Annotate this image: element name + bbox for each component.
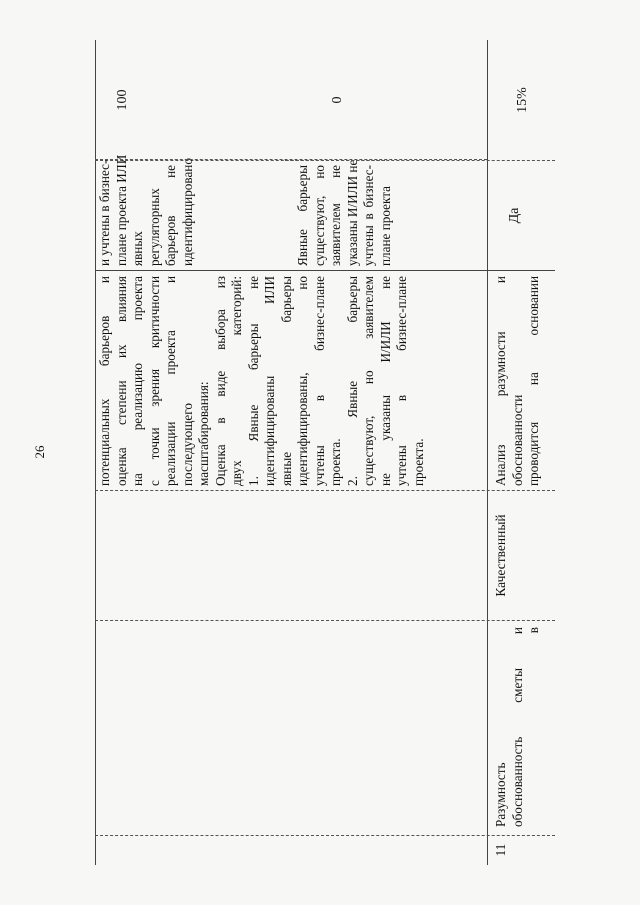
method-column [95, 270, 555, 490]
answer-next-text: Да [507, 207, 522, 224]
method-line: идентифицированы ИЛИ [262, 276, 277, 486]
method-line: масштабирования: [196, 381, 211, 486]
method-next-text [493, 276, 543, 486]
method-line: реализации проекта и [163, 276, 178, 486]
answer2-line: указаны И/ИЛИ не [344, 159, 360, 266]
method-line: оценка степени их влияния [113, 276, 129, 486]
type-text: Качественный [493, 514, 508, 597]
method-next-line: Анализ разумности и [493, 276, 508, 486]
answer2-line: заявителем не [328, 165, 343, 266]
method-text [97, 276, 427, 486]
weight-value: 15% [515, 87, 530, 113]
type-column [95, 490, 555, 620]
number-column [95, 835, 555, 865]
method-line: потенциальных барьеров и [97, 276, 112, 486]
criterion-text [493, 627, 543, 827]
answer2-line: Явные барьеры [295, 165, 310, 266]
method-line: проекта. [328, 438, 343, 486]
answer1-line: барьеров не [163, 165, 178, 266]
criterion-line: обоснованность сметы и [509, 627, 525, 827]
answer1-line: и учтены в бизнес- [97, 159, 112, 266]
method-line: 2. Явные барьеры [344, 276, 360, 486]
method-line: с точки зрения критичности [146, 276, 162, 486]
method-line: двух категорий: [229, 276, 244, 486]
score-cell-border [95, 40, 487, 160]
method-next-line: проводится на основании [526, 276, 541, 486]
criterion-column [95, 620, 555, 835]
method-line: 1. Явные барьеры не [245, 276, 261, 486]
page-number: 26 [32, 445, 47, 459]
answer-subcell-border [285, 160, 385, 270]
method-next-line: обоснованности [509, 394, 525, 486]
criterion-line: в [526, 627, 541, 634]
score-two-value: 0 [330, 96, 345, 104]
answer2-line: существуют, но [311, 165, 327, 266]
answer1-line: явных [130, 231, 145, 266]
evaluation-table [95, 40, 555, 865]
method-line: проекта. [410, 438, 426, 486]
answer1-line: идентифицировано [179, 158, 195, 266]
answer1-line: плане проекта ИЛИ [113, 154, 129, 266]
score-one-value: 100 [115, 89, 130, 111]
method-line: существуют, но заявителем [361, 276, 376, 486]
method-line: учтены в бизнес-плане [311, 276, 327, 486]
criterion-line: Разумность [493, 762, 508, 827]
answer1-line: регуляторных [146, 188, 162, 266]
method-line: не указаны И/ИЛИ не [377, 276, 393, 486]
method-line: последующего [179, 403, 195, 486]
method-line: Оценка в виде выбора из [212, 276, 228, 486]
method-line: учтены в бизнес-плане [394, 276, 409, 486]
answer2-line: учтены в бизнес- [361, 165, 376, 266]
method-line: на реализацию проекта [130, 276, 145, 486]
method-line: явные барьеры [278, 276, 294, 486]
answer2-line: плане проекта [377, 186, 393, 266]
answer1-text [97, 154, 196, 266]
method-line: идентифицированы, но [295, 276, 310, 486]
row-number: 11 [493, 843, 508, 857]
